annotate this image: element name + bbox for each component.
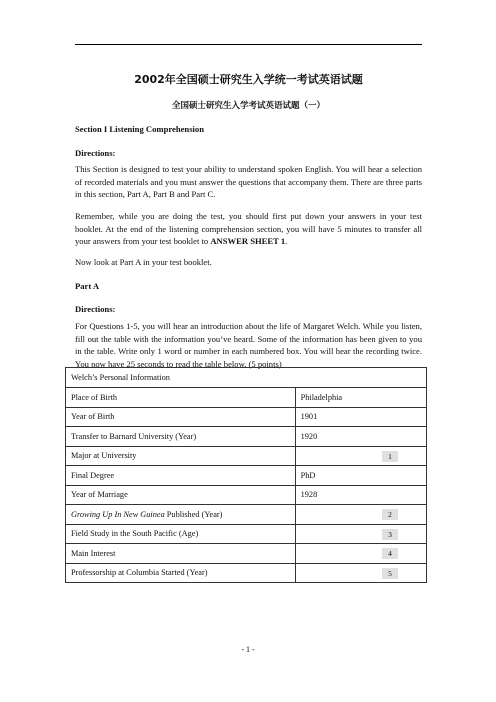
remember-text-end: . bbox=[285, 236, 288, 247]
answer-cell[interactable] bbox=[295, 544, 426, 564]
now-look-text: Now look at Part A in your test booklet. bbox=[75, 257, 212, 267]
row-label: Main Interest bbox=[66, 544, 296, 564]
row-value: 1928 bbox=[295, 485, 426, 505]
table-row bbox=[66, 505, 427, 525]
row-label: Transfer to Barnard University (Year) bbox=[66, 427, 296, 447]
part-a-heading: Part A bbox=[75, 281, 100, 291]
table-row bbox=[66, 544, 427, 564]
row-label: Year of Marriage bbox=[66, 485, 296, 505]
section-heading: Section I Listening Comprehension bbox=[75, 124, 205, 134]
table-row bbox=[66, 446, 427, 466]
page-title: 2002年全国硕士研究生入学统一考试英语试题 bbox=[134, 73, 363, 86]
row-value: 1901 bbox=[295, 407, 426, 427]
part-a-directions-label: Directions: bbox=[75, 304, 116, 314]
remember-text: Remember, while you are doing the test, you should first put down your answers in your test booklet. At the end of the listening comprehension section, you will have 5 minutes to transfer all your answers from your test booklet to bbox=[75, 211, 422, 247]
part-a-directions-text: For Questions 1-5, you will hear an introduction about the life of Margaret Welch. While you listen, fill out the table with the information you’ve heard. Some of the information has been given to you in the table. Write only 1 word or number in each numbered box. You will hear the recording twice. You now have 25 seconds to read the table below. (5 points) bbox=[75, 321, 422, 369]
table-row bbox=[66, 524, 427, 544]
answer-cell[interactable] bbox=[295, 446, 426, 466]
table-header: Welch’s Personal Information bbox=[66, 368, 427, 388]
row-value: Philadelphia bbox=[295, 388, 426, 408]
row-value: PhD bbox=[295, 466, 426, 486]
section-directions-label: Directions: bbox=[75, 148, 116, 158]
answer-number-box: 3 bbox=[382, 529, 398, 540]
answer-number-box: 5 bbox=[382, 568, 398, 579]
row-label: Field Study in the South Pacific (Age) bbox=[66, 524, 296, 544]
row-label: Place of Birth bbox=[66, 388, 296, 408]
row-value: 1920 bbox=[295, 427, 426, 447]
row-label: Year of Birth bbox=[66, 407, 296, 427]
table-row bbox=[66, 407, 427, 427]
answer-number-box: 2 bbox=[382, 509, 398, 520]
section-directions-text: This Section is designed to test your ability to understand spoken English. You will hear a selection of recorded materials and you must answer the questions that accompany them. There are three parts in this section, Part A, Part B and Part C. bbox=[75, 164, 422, 200]
header-rule bbox=[75, 44, 422, 45]
answer-number-box: 4 bbox=[382, 548, 398, 559]
table-row bbox=[66, 427, 427, 447]
answer-cell[interactable] bbox=[295, 524, 426, 544]
row-label bbox=[66, 505, 296, 525]
answer-cell[interactable] bbox=[295, 563, 426, 583]
page-subtitle: 全国硕士研究生入学考试英语试题（一） bbox=[171, 101, 325, 111]
row-label: Professorship at Columbia Started (Year) bbox=[66, 563, 296, 583]
answer-number-box: 1 bbox=[382, 451, 398, 462]
info-table bbox=[65, 367, 427, 583]
page-number: - 1 - bbox=[241, 645, 255, 654]
answer-sheet-ref: ANSWER SHEET 1 bbox=[210, 236, 286, 247]
table-row bbox=[66, 466, 427, 486]
book-title: Growing Up In New Guinea bbox=[71, 509, 165, 519]
table-row bbox=[66, 563, 427, 583]
answer-cell[interactable] bbox=[295, 505, 426, 525]
row-label-rest: Published (Year) bbox=[164, 509, 223, 519]
remember-paragraph bbox=[75, 210, 422, 248]
table-row bbox=[66, 388, 427, 408]
table-header-row bbox=[66, 368, 427, 388]
row-label: Major at University bbox=[66, 446, 296, 466]
row-label: Final Degree bbox=[66, 466, 296, 486]
table-row bbox=[66, 485, 427, 505]
